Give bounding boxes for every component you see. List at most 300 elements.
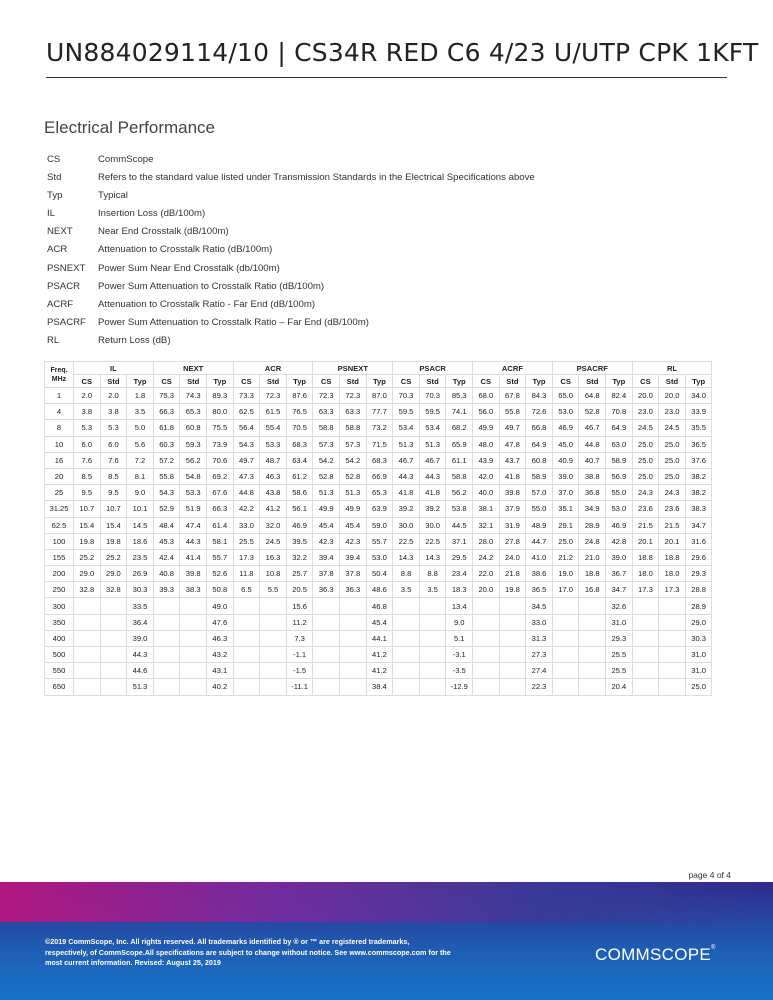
value-cell: 24.3 (659, 485, 686, 501)
value-cell (393, 614, 420, 630)
value-cell: 53.8 (446, 501, 473, 517)
value-cell: 46.9 (552, 420, 579, 436)
value-cell (180, 647, 207, 663)
value-cell: 59.3 (180, 436, 207, 452)
value-cell: 29.0 (74, 566, 101, 582)
value-cell: 57.3 (313, 436, 340, 452)
value-cell: 42.3 (313, 533, 340, 549)
value-cell: 17.3 (233, 549, 260, 565)
group-header: PSACR (393, 362, 473, 375)
freq-cell: 155 (45, 549, 74, 565)
definition-desc: Attenuation to Crosstalk Ratio (dB/100m) (98, 244, 273, 256)
sub-header: Std (100, 375, 127, 388)
value-cell: 38.2 (685, 468, 712, 484)
value-cell: 87.0 (366, 388, 393, 404)
value-cell: 55.0 (526, 501, 553, 517)
value-cell: 70.3 (393, 388, 420, 404)
value-cell: 66.9 (366, 468, 393, 484)
group-header: IL (74, 362, 154, 375)
value-cell: 25.0 (659, 468, 686, 484)
value-cell: 29.0 (100, 566, 127, 582)
value-cell: 75.5 (206, 420, 233, 436)
value-cell (579, 630, 606, 646)
value-cell: 35.1 (552, 501, 579, 517)
value-cell: 60.8 (526, 452, 553, 468)
value-cell: 57.0 (526, 485, 553, 501)
value-cell: 7.6 (74, 452, 101, 468)
value-cell (74, 598, 101, 614)
table-row (45, 452, 712, 468)
value-cell: 45.0 (552, 436, 579, 452)
value-cell: 40.7 (579, 452, 606, 468)
value-cell: 39.8 (180, 566, 207, 582)
table-row (45, 679, 712, 695)
freq-cell: 100 (45, 533, 74, 549)
group-header: ACRF (473, 362, 553, 375)
table-row (45, 420, 712, 436)
value-cell: 41.8 (393, 485, 420, 501)
value-cell: 44.8 (579, 436, 606, 452)
value-cell: 21.5 (659, 517, 686, 533)
value-cell: 39.5 (286, 533, 313, 549)
value-cell: 23.6 (659, 501, 686, 517)
value-cell: 68.3 (286, 436, 313, 452)
value-cell (260, 647, 287, 663)
freq-cell: 350 (45, 614, 74, 630)
value-cell (393, 679, 420, 695)
value-cell (74, 630, 101, 646)
value-cell: 37.9 (499, 501, 526, 517)
value-cell (233, 647, 260, 663)
value-cell: 49.7 (499, 420, 526, 436)
value-cell: 54.8 (180, 468, 207, 484)
value-cell (632, 614, 659, 630)
value-cell: 70.5 (286, 420, 313, 436)
value-cell: 6.5 (233, 582, 260, 598)
value-cell: 25.2 (100, 549, 127, 565)
value-cell: 36.3 (340, 582, 367, 598)
value-cell (340, 647, 367, 663)
value-cell: 58.9 (526, 468, 553, 484)
value-cell: 25.5 (606, 647, 633, 663)
value-cell: 31.0 (606, 614, 633, 630)
value-cell: 36.4 (127, 614, 154, 630)
value-cell (659, 647, 686, 663)
value-cell: 42.4 (153, 549, 180, 565)
value-cell: 54.2 (340, 452, 367, 468)
value-cell: 56.0 (473, 404, 500, 420)
value-cell (632, 630, 659, 646)
definition-abbr: PSACRF (47, 316, 86, 328)
value-cell: 18.6 (127, 533, 154, 549)
value-cell: 23.4 (446, 566, 473, 582)
value-cell: 36.3 (313, 582, 340, 598)
value-cell: 18.8 (579, 566, 606, 582)
value-cell: 45.4 (366, 614, 393, 630)
value-cell: 3.8 (100, 404, 127, 420)
freq-cell: 8 (45, 420, 74, 436)
value-cell: 29.1 (552, 517, 579, 533)
value-cell: 16.3 (260, 549, 287, 565)
value-cell: 58.8 (340, 420, 367, 436)
value-cell: 48.6 (366, 582, 393, 598)
value-cell (233, 663, 260, 679)
value-cell: 39.8 (499, 485, 526, 501)
sub-header: Std (340, 375, 367, 388)
value-cell: 3.5 (393, 582, 420, 598)
value-cell: 60.8 (180, 420, 207, 436)
definition-desc: CommScope (98, 154, 154, 165)
table-row (45, 468, 712, 484)
value-cell (419, 598, 446, 614)
value-cell: 63.3 (340, 404, 367, 420)
value-cell: 60.3 (153, 436, 180, 452)
value-cell: 89.3 (206, 388, 233, 404)
freq-cell: 10 (45, 436, 74, 452)
value-cell: 41.0 (526, 549, 553, 565)
value-cell: 30.0 (393, 517, 420, 533)
table-row (45, 630, 712, 646)
value-cell: 66.3 (153, 404, 180, 420)
value-cell (100, 647, 127, 663)
value-cell (632, 647, 659, 663)
value-cell (473, 663, 500, 679)
value-cell (552, 679, 579, 695)
value-cell: 45.4 (313, 517, 340, 533)
value-cell: 15.6 (286, 598, 313, 614)
definition-abbr: NEXT (47, 226, 73, 238)
value-cell: 25.5 (233, 533, 260, 549)
value-cell: 73.9 (206, 436, 233, 452)
value-cell (552, 647, 579, 663)
value-cell: 34.9 (579, 501, 606, 517)
value-cell: 55.0 (606, 485, 633, 501)
table-row (45, 647, 712, 663)
value-cell: 55.4 (260, 420, 287, 436)
value-cell: 58.8 (446, 468, 473, 484)
value-cell: 37.1 (446, 533, 473, 549)
value-cell: 74.3 (180, 388, 207, 404)
group-header: ACR (233, 362, 313, 375)
value-cell: 65.3 (180, 404, 207, 420)
sub-header: CS (552, 375, 579, 388)
group-header: NEXT (153, 362, 233, 375)
value-cell: 22.0 (473, 566, 500, 582)
value-cell (180, 679, 207, 695)
value-cell: 34.7 (685, 517, 712, 533)
value-cell: 24.8 (579, 533, 606, 549)
value-cell: 61.1 (446, 452, 473, 468)
value-cell: 20.0 (473, 582, 500, 598)
value-cell (579, 614, 606, 630)
value-cell (74, 663, 101, 679)
value-cell: 41.2 (366, 647, 393, 663)
value-cell: -1.1 (286, 647, 313, 663)
value-cell: -1.5 (286, 663, 313, 679)
value-cell: 9.0 (446, 614, 473, 630)
value-cell: 20.1 (659, 533, 686, 549)
value-cell: 14.3 (393, 549, 420, 565)
value-cell: 63.3 (313, 404, 340, 420)
value-cell: 39.4 (340, 549, 367, 565)
value-cell: 24.3 (632, 485, 659, 501)
value-cell: 31.6 (685, 533, 712, 549)
value-cell: 28.8 (685, 582, 712, 598)
value-cell (260, 679, 287, 695)
value-cell: 20.5 (286, 582, 313, 598)
value-cell: 54.3 (233, 436, 260, 452)
table-row (45, 501, 712, 517)
value-cell: 69.2 (206, 468, 233, 484)
value-cell: 17.0 (552, 582, 579, 598)
sub-header: CS (153, 375, 180, 388)
value-cell: 63.9 (366, 501, 393, 517)
value-cell: 51.3 (393, 436, 420, 452)
value-cell (659, 630, 686, 646)
value-cell: 65.0 (552, 388, 579, 404)
value-cell: 42.0 (473, 468, 500, 484)
value-cell: 47.6 (206, 614, 233, 630)
value-cell: 56.9 (606, 468, 633, 484)
value-cell (340, 630, 367, 646)
value-cell: 38.3 (180, 582, 207, 598)
value-cell: 29.6 (685, 549, 712, 565)
sub-header: Std (579, 375, 606, 388)
value-cell (579, 647, 606, 663)
value-cell: 5.6 (127, 436, 154, 452)
definition-desc: Insertion Loss (dB/100m) (98, 208, 206, 220)
group-header: RL (632, 362, 712, 375)
value-cell: 53.3 (260, 436, 287, 452)
table-row (45, 533, 712, 549)
value-cell: 49.0 (206, 598, 233, 614)
value-cell: -12.9 (446, 679, 473, 695)
value-cell: 42.8 (606, 533, 633, 549)
value-cell: 41.2 (260, 501, 287, 517)
value-cell: 46.7 (579, 420, 606, 436)
value-cell: 74.1 (446, 404, 473, 420)
value-cell: 57.2 (153, 452, 180, 468)
freq-cell: 550 (45, 663, 74, 679)
value-cell: 63.0 (606, 436, 633, 452)
value-cell: 39.4 (313, 549, 340, 565)
value-cell (233, 614, 260, 630)
value-cell: 72.6 (526, 404, 553, 420)
value-cell (153, 679, 180, 695)
freq-cell: 4 (45, 404, 74, 420)
value-cell: 10.7 (74, 501, 101, 517)
value-cell: 25.7 (286, 566, 313, 582)
definition-abbr: IL (47, 208, 56, 220)
value-cell: 15.4 (74, 517, 101, 533)
freq-cell: 650 (45, 679, 74, 695)
value-cell: 44.7 (526, 533, 553, 549)
value-cell: 30.3 (127, 582, 154, 598)
value-cell: 73.3 (233, 388, 260, 404)
value-cell: 55.7 (366, 533, 393, 549)
value-cell (313, 679, 340, 695)
value-cell: 16.8 (579, 582, 606, 598)
value-cell: -3.5 (446, 663, 473, 679)
value-cell: 63.4 (286, 452, 313, 468)
value-cell: 76.5 (286, 404, 313, 420)
value-cell: 7.6 (100, 452, 127, 468)
value-cell: 40.8 (153, 566, 180, 582)
value-cell: 10.8 (260, 566, 287, 582)
value-cell: 21.8 (499, 566, 526, 582)
group-header: PSNEXT (313, 362, 393, 375)
value-cell: 48.0 (473, 436, 500, 452)
value-cell: 52.8 (340, 468, 367, 484)
value-cell (180, 598, 207, 614)
value-cell: 20.0 (659, 388, 686, 404)
freq-cell: 25 (45, 485, 74, 501)
value-cell: 37.8 (313, 566, 340, 582)
value-cell: 44.3 (419, 468, 446, 484)
value-cell: 43.7 (499, 452, 526, 468)
value-cell: 66.8 (526, 420, 553, 436)
value-cell (313, 663, 340, 679)
value-cell: 38.2 (685, 485, 712, 501)
value-cell: 19.8 (100, 533, 127, 549)
value-cell: 6.0 (100, 436, 127, 452)
value-cell: 51.9 (180, 501, 207, 517)
value-cell: 24.2 (473, 549, 500, 565)
footer-line-2: respectively, of CommScope.All specifications are subject to change without notice. See www.commscope.com for the (45, 947, 451, 957)
value-cell: 46.3 (260, 468, 287, 484)
sub-header: Std (419, 375, 446, 388)
value-cell (659, 679, 686, 695)
value-cell: 7.2 (127, 452, 154, 468)
value-cell (473, 614, 500, 630)
value-cell (313, 630, 340, 646)
value-cell: 39.3 (153, 582, 180, 598)
value-cell: 37.8 (340, 566, 367, 582)
table-row (45, 404, 712, 420)
table-row (45, 582, 712, 598)
value-cell: 25.0 (552, 533, 579, 549)
section-heading: Electrical Performance (44, 118, 216, 137)
value-cell (579, 598, 606, 614)
value-cell (419, 630, 446, 646)
value-cell: 15.4 (100, 517, 127, 533)
value-cell (180, 630, 207, 646)
value-cell: 9.5 (74, 485, 101, 501)
sub-header: CS (632, 375, 659, 388)
sub-header: Std (260, 375, 287, 388)
page-title: UN884029114/10 | CS34R RED C6 4/23 U/UTP CPK 1KFT (46, 38, 759, 67)
value-cell: 22.5 (393, 533, 420, 549)
value-cell: 9.0 (127, 485, 154, 501)
value-cell: 64.9 (526, 436, 553, 452)
value-cell: 21.0 (579, 549, 606, 565)
value-cell: 47.3 (233, 468, 260, 484)
value-cell: 33.0 (233, 517, 260, 533)
table-row (45, 388, 712, 404)
value-cell: 3.8 (74, 404, 101, 420)
value-cell: 41.4 (180, 549, 207, 565)
value-cell: 57.3 (340, 436, 367, 452)
value-cell: 14.5 (127, 517, 154, 533)
value-cell: 67.8 (499, 388, 526, 404)
value-cell: 52.9 (153, 501, 180, 517)
value-cell: 56.2 (446, 485, 473, 501)
value-cell: 41.8 (499, 468, 526, 484)
value-cell: 39.0 (552, 468, 579, 484)
value-cell: 45.3 (153, 533, 180, 549)
value-cell: 43.2 (206, 647, 233, 663)
value-cell: 44.1 (366, 630, 393, 646)
definition-desc: Refers to the standard value listed under Transmission Standards in the Electrical Specifications above (98, 172, 535, 184)
value-cell (74, 679, 101, 695)
value-cell (419, 679, 446, 695)
sub-header: CS (74, 375, 101, 388)
value-cell: 27.8 (499, 533, 526, 549)
value-cell (260, 598, 287, 614)
value-cell (100, 614, 127, 630)
value-cell: 82.4 (606, 388, 633, 404)
sub-header: Typ (685, 375, 712, 388)
value-cell: 37.6 (685, 452, 712, 468)
value-cell: 29.3 (685, 566, 712, 582)
value-cell (419, 647, 446, 663)
value-cell (153, 614, 180, 630)
definition-abbr: CS (47, 154, 61, 165)
value-cell: 46.9 (286, 517, 313, 533)
value-cell: 28.9 (579, 517, 606, 533)
value-cell: 3.5 (419, 582, 446, 598)
sub-header: Std (180, 375, 207, 388)
value-cell (659, 614, 686, 630)
freq-cell: 31.25 (45, 501, 74, 517)
value-cell (473, 679, 500, 695)
value-cell: 84.3 (526, 388, 553, 404)
definition-desc: Near End Crosstalk (dB/100m) (98, 226, 229, 238)
table-row (45, 549, 712, 565)
value-cell (340, 663, 367, 679)
value-cell: 36.5 (685, 436, 712, 452)
value-cell: 44.5 (446, 517, 473, 533)
value-cell: 17.3 (659, 582, 686, 598)
value-cell (499, 598, 526, 614)
value-cell: 28.9 (685, 598, 712, 614)
value-cell: 45.4 (340, 517, 367, 533)
value-cell: -11.1 (286, 679, 313, 695)
value-cell: 51.3 (313, 485, 340, 501)
value-cell: 38.4 (366, 679, 393, 695)
value-cell: 80.0 (206, 404, 233, 420)
definition-desc: Typical (98, 190, 128, 202)
value-cell: 21.2 (552, 549, 579, 565)
value-cell: 43.9 (473, 452, 500, 468)
value-cell: 39.0 (127, 630, 154, 646)
value-cell: 48.4 (153, 517, 180, 533)
footer-legal-text (45, 937, 515, 969)
value-cell: 38.8 (579, 468, 606, 484)
value-cell: 62.5 (233, 404, 260, 420)
value-cell (499, 647, 526, 663)
table-row (45, 436, 712, 452)
value-cell: 65.9 (446, 436, 473, 452)
value-cell: 20.1 (632, 533, 659, 549)
value-cell (419, 663, 446, 679)
value-cell: 61.5 (260, 404, 287, 420)
table-row (45, 566, 712, 582)
value-cell: 52.8 (313, 468, 340, 484)
value-cell: 32.8 (74, 582, 101, 598)
table-row (45, 517, 712, 533)
value-cell: 44.3 (180, 533, 207, 549)
